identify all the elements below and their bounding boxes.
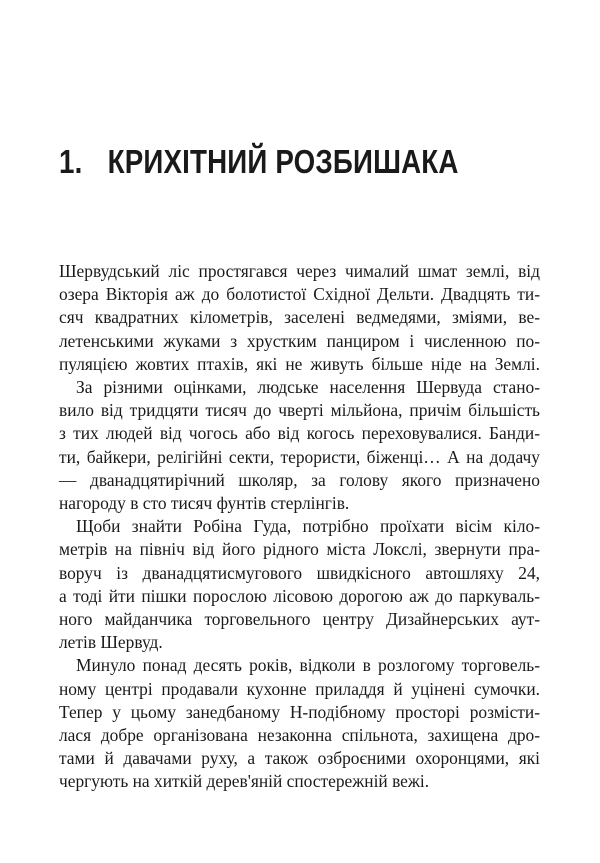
text-line: нагороду в сто тисяч фунтів стерлінгів. [59, 493, 350, 514]
text-line: сяч квадратних кілометрів, заселені ведмедями, зміями, ве- [59, 307, 540, 328]
text-line: ного майданчика торговельного центру Дизайнерських аут- [59, 609, 540, 630]
chapter-number: 1. [59, 143, 83, 180]
text-line: пуляцією жовтих птахів, які не живуть більше ніде на Землі. [59, 353, 540, 374]
paragraph-4 [59, 654, 540, 793]
text-line: чергують на хиткій дерев'яній спостережній вежі. [59, 771, 430, 792]
text-line: Щоби знайти Робіна Гуда, потрібно проїхати вісім кіло- [76, 516, 540, 537]
paragraph-3 [59, 515, 540, 654]
text-line: ти, байкери, релігійні секти, терористи, біженці… А на додачу [59, 446, 540, 467]
text-line: летенськими жуками з хрустким панциром і численною по- [59, 330, 540, 351]
text-line: Тепер у цьому занедбаному Н-подібному просторі розмісти- [59, 701, 540, 722]
text-line: а тоді йти пішки порослою лісовою дорогою аж до паркуваль- [59, 585, 540, 606]
text-line: з тих людей від чогось або від когось переховувалися. Банди- [59, 423, 540, 444]
text-line: лася добре організована незаконна спільнота, захищена дро- [59, 725, 540, 746]
paragraph-2 [59, 376, 540, 515]
chapter-body [59, 260, 540, 794]
text-line: тами й давачами руху, а також озброєними охоронцями, які [59, 748, 540, 769]
chapter-title: КРИХІТНИЙ РОЗБИШАКА [107, 143, 459, 180]
text-line: метрів на північ від його рідного міста Локслі, звернути пра- [59, 539, 540, 560]
text-line: озера Вікторія аж до болотистої Східної Дельти. Двадцять ти- [59, 284, 540, 305]
text-line: Минуло понад десять років, відколи в розлогому торговель- [76, 655, 540, 676]
text-line: летів Шервуд. [59, 632, 163, 653]
text-line: воруч із дванадцятисмугового швидкісного автошляху 24, [59, 562, 540, 583]
text-line: вило від тридцяти тисяч до чверті мільйона, причім більшість [59, 400, 540, 421]
text-line: ному центрі продавали кухонне приладдя й уцінені сумочки. [59, 678, 540, 699]
text-line: Шервудський ліс простягався через чималий шмат землі, від [59, 261, 540, 281]
chapter-heading [59, 142, 459, 182]
paragraph-1 [59, 260, 540, 376]
text-line: — дванадцятирічний школяр, за голову якого призначено [59, 469, 540, 490]
text-line: За різними оцінками, людське населення Шервуда стано- [76, 377, 540, 398]
